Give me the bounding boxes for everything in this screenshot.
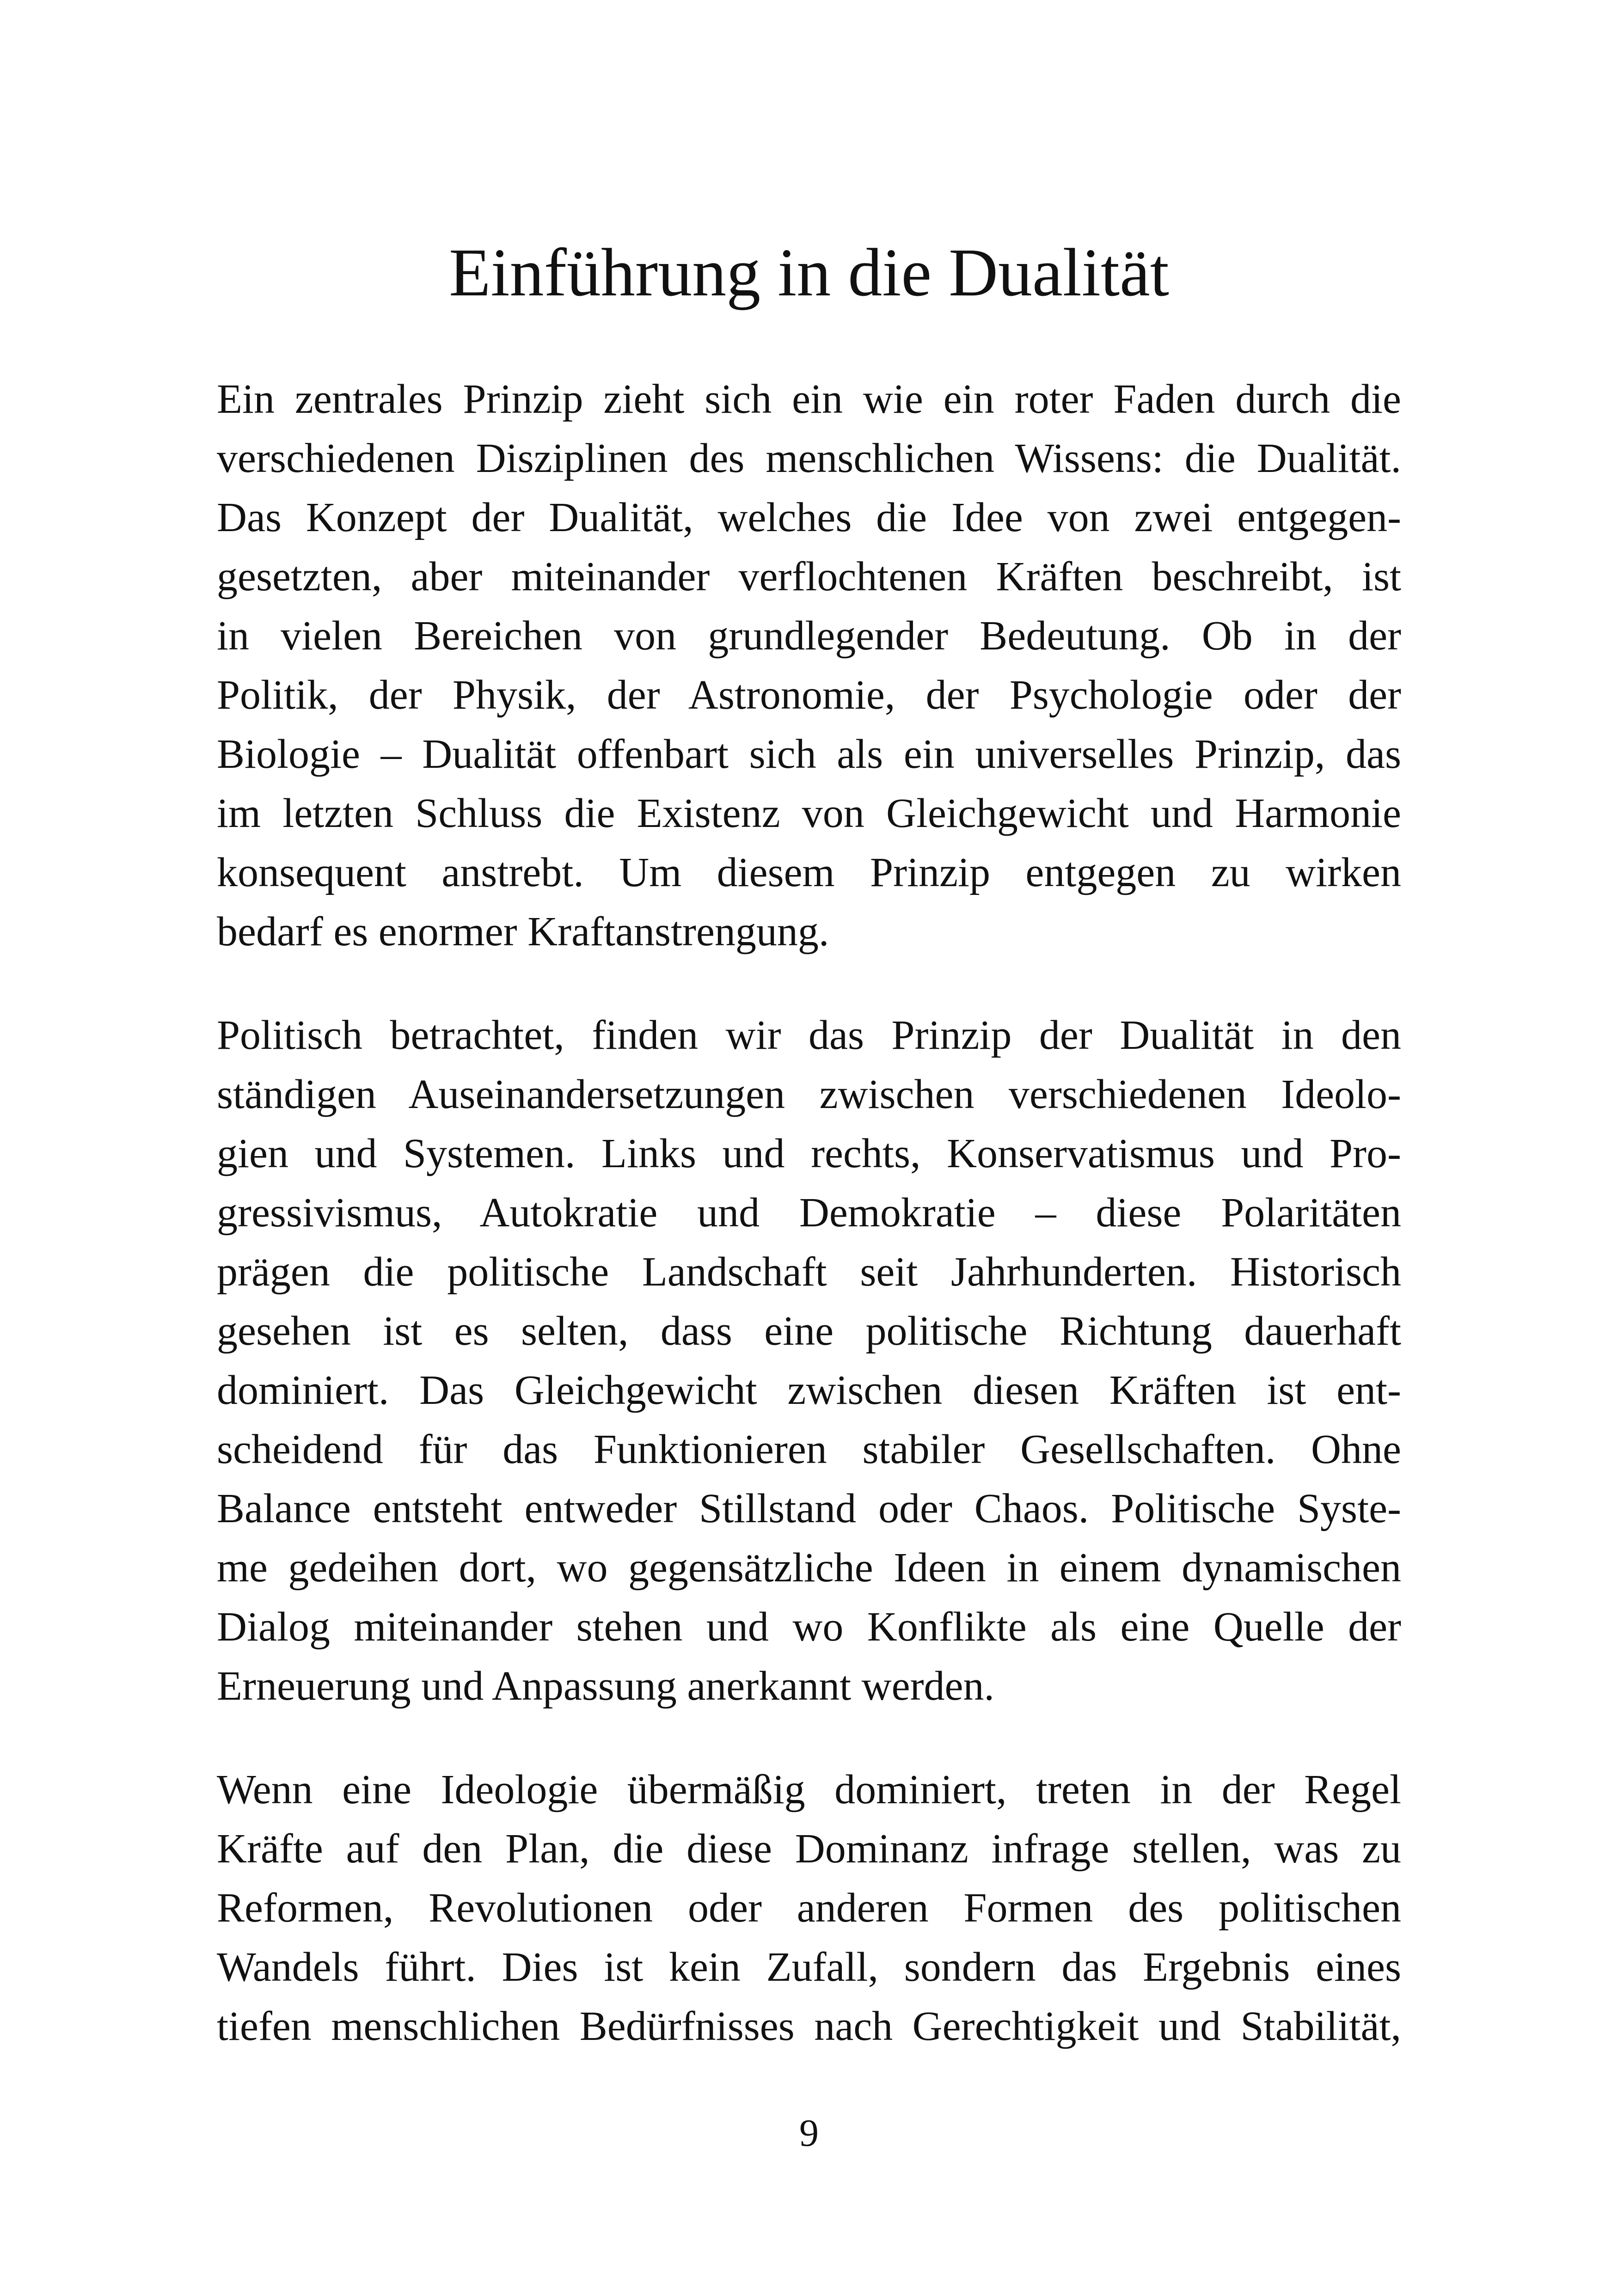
paragraph-2 [217, 1006, 1401, 1716]
text-line: im letzten Schluss die Existenz von Gleichgewicht und Harmonie [217, 790, 1401, 836]
text-line: me gedeihen dort, wo gegensätzliche Ideen in einem dynamischen [217, 1545, 1401, 1591]
text-line: Politik, der Physik, der Astronomie, der Psychologie oder der [217, 672, 1401, 718]
text-line: ständigen Auseinandersetzungen zwischen verschiedenen Ideolo- [217, 1071, 1401, 1117]
text-line: konsequent anstrebt. Um diesem Prinzip entgegen zu wirken [217, 850, 1401, 895]
text-line: gien und Systemen. Links und rechts, Konservatismus und Pro- [217, 1131, 1401, 1176]
text-line: scheidend für das Funktionieren stabiler Gesellschaften. Ohne [217, 1427, 1401, 1472]
text-line: Reformen, Revolutionen oder anderen Formen des politischen [217, 1885, 1401, 1931]
paragraph-1 [217, 370, 1401, 961]
chapter-title: Einführung in die Dualität [449, 235, 1169, 311]
text-line: Kräfte auf den Plan, die diese Dominanz infrage stellen, was zu [217, 1826, 1401, 1872]
text-line: in vielen Bereichen von grundlegender Bedeutung. Ob in der [217, 613, 1401, 659]
text-line: bedarf es enormer Kraftanstrengung. [217, 909, 829, 955]
text-line: Biologie – Dualität offenbart sich als ein universelles Prinzip, das [217, 731, 1401, 777]
text-line: Dialog miteinander stehen und wo Konflikte als eine Quelle der [217, 1604, 1401, 1650]
paragraph-3 [217, 1760, 1401, 2056]
body-text [217, 370, 1401, 2056]
text-line: gesehen ist es selten, dass eine politische Richtung dauerhaft [217, 1308, 1401, 1354]
text-line: Politisch betrachtet, finden wir das Prinzip der Dualität in den [217, 1012, 1401, 1058]
text-line: Das Konzept der Dualität, welches die Idee von zwei entgegen- [217, 495, 1401, 540]
text-line: verschiedenen Disziplinen des menschlichen Wissens: die Dualität. [217, 435, 1401, 481]
text-line: Ein zentrales Prinzip zieht sich ein wie ein roter Faden durch die [217, 376, 1401, 422]
text-line: Wandels führt. Dies ist kein Zufall, sondern das Ergebnis eines [217, 1944, 1401, 1990]
text-line: tiefen menschlichen Bedürfnisses nach Gerechtigkeit und Stabilität, [217, 2003, 1401, 2049]
text-line: dominiert. Das Gleichgewicht zwischen diesen Kräften ist ent- [217, 1367, 1401, 1413]
text-line: gesetzten, aber miteinander verflochtenen Kräften beschreibt, ist [217, 554, 1401, 600]
text-line: prägen die politische Landschaft seit Jahrhunderten. Historisch [217, 1249, 1401, 1295]
page-number: 9 [799, 2112, 819, 2155]
text-line: Balance entsteht entweder Stillstand oder Chaos. Politische Syste- [217, 1486, 1401, 1531]
text-line: gressivismus, Autokratie und Demokratie – diese Polaritäten [217, 1190, 1401, 1236]
text-line: Erneuerung und Anpassung anerkannt werden. [217, 1663, 995, 1709]
text-line: Wenn eine Ideologie übermäßig dominiert, treten in der Regel [217, 1767, 1401, 1812]
